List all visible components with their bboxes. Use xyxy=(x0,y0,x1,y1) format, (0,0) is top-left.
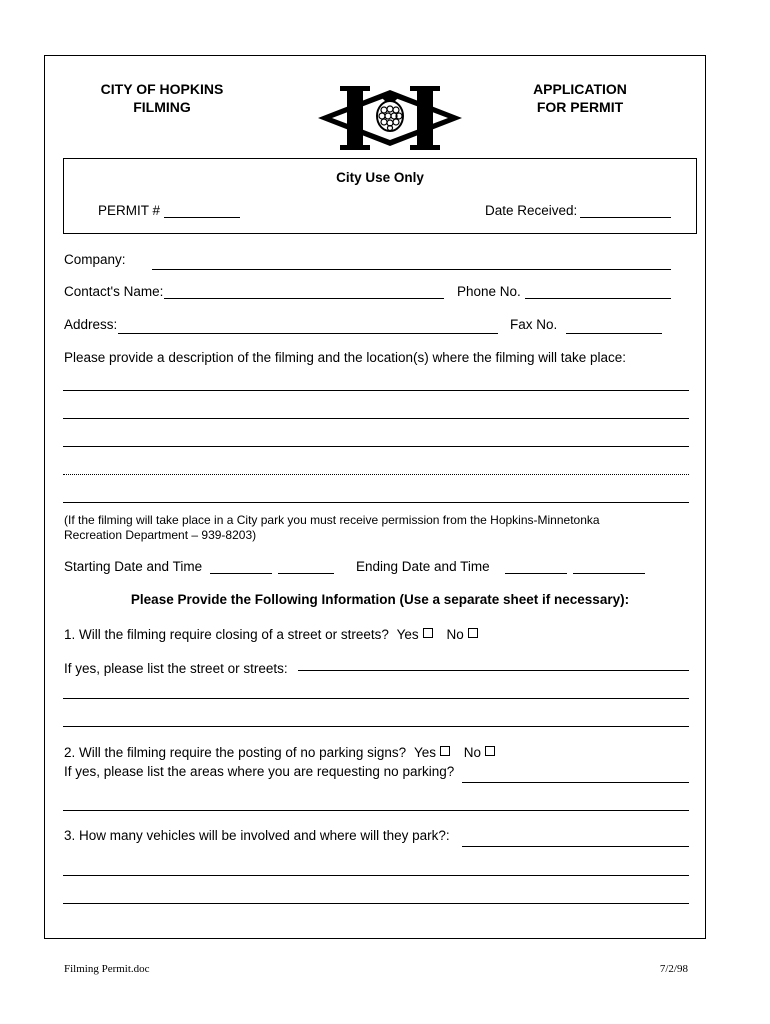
question-1 xyxy=(64,627,478,642)
company-label: Company: xyxy=(64,252,126,267)
address-label: Address: xyxy=(64,317,118,332)
q1-yes-label: Yes xyxy=(396,627,419,642)
q1-list-line-1[interactable] xyxy=(298,670,689,671)
header-application: APPLICATION xyxy=(533,81,627,97)
q1-no-label: No xyxy=(446,627,464,642)
start-time-input-line[interactable] xyxy=(278,573,334,574)
q1-list-line-2[interactable] xyxy=(63,698,689,699)
city-use-title: City Use Only xyxy=(336,170,424,185)
city-logo xyxy=(318,84,462,152)
description-line-1[interactable] xyxy=(63,390,689,391)
q2-list-line-2[interactable] xyxy=(63,810,689,811)
phone-label: Phone No. xyxy=(457,284,521,299)
end-time-input-line[interactable] xyxy=(573,573,645,574)
end-date-input-line[interactable] xyxy=(505,573,567,574)
contact-label: Contact's Name: xyxy=(64,284,164,299)
info-heading: Please Provide the Following Information (Use a separate sheet if necessary): xyxy=(130,592,630,607)
q3-line-1[interactable] xyxy=(462,846,689,847)
fax-label: Fax No. xyxy=(510,317,558,332)
phone-input-line[interactable] xyxy=(525,298,671,299)
footer-filename: Filming Permit.doc xyxy=(64,963,150,975)
q1-no-checkbox[interactable] xyxy=(468,628,478,638)
date-received-input-line[interactable] xyxy=(580,217,671,218)
q2-list-line-1[interactable] xyxy=(462,782,689,783)
description-line-5[interactable] xyxy=(63,502,689,503)
q3-line-2[interactable] xyxy=(63,875,689,876)
header-for-permit: FOR PERMIT xyxy=(536,99,624,115)
description-line-4[interactable] xyxy=(63,474,689,475)
description-line-3[interactable] xyxy=(63,446,689,447)
q1-list-label: If yes, please list the street or streets: xyxy=(64,661,288,676)
q1-list-line-3[interactable] xyxy=(63,726,689,727)
header-right xyxy=(500,80,660,116)
q2-list-label: If yes, please list the areas where you are requesting no parking? xyxy=(64,764,455,779)
start-date-input-line[interactable] xyxy=(210,573,272,574)
address-input-line[interactable] xyxy=(118,333,498,334)
contact-input-line[interactable] xyxy=(164,298,444,299)
fax-input-line[interactable] xyxy=(566,333,662,334)
date-received-label: Date Received: xyxy=(485,203,578,218)
permit-label: PERMIT # xyxy=(98,203,161,218)
description-prompt: Please provide a description of the filming and the location(s) where the filming will take place: xyxy=(64,350,627,365)
permit-input-line[interactable] xyxy=(164,217,240,218)
q1-yes-checkbox[interactable] xyxy=(423,628,433,638)
question-2-text: 2. Will the filming require the posting of no parking signs? xyxy=(64,745,407,760)
park-note: (If the filming will take place in a City park you must receive permission from the Hopkins-Minnetonka Recreation Department – 939-8203) xyxy=(64,513,600,542)
question-1-text: 1. Will the filming require closing of a street or streets? xyxy=(64,627,389,642)
header-city: CITY OF HOPKINS xyxy=(100,81,224,97)
q2-no-label: No xyxy=(463,745,482,760)
q2-no-checkbox[interactable] xyxy=(485,746,495,756)
description-line-2[interactable] xyxy=(63,418,689,419)
q3-line-3[interactable] xyxy=(63,903,689,904)
company-input-line[interactable] xyxy=(152,269,671,270)
q2-yes-label: Yes xyxy=(413,745,436,760)
q2-yes-checkbox[interactable] xyxy=(440,746,450,756)
end-date-label: Ending Date and Time xyxy=(356,559,490,574)
start-date-label: Starting Date and Time xyxy=(64,559,203,574)
footer-date: 7/2/98 xyxy=(659,963,688,975)
question-2 xyxy=(64,745,495,760)
header-left xyxy=(82,80,242,116)
header-filming: FILMING xyxy=(133,99,191,115)
question-3: 3. How many vehicles will be involved and where will they park?: xyxy=(64,828,450,843)
